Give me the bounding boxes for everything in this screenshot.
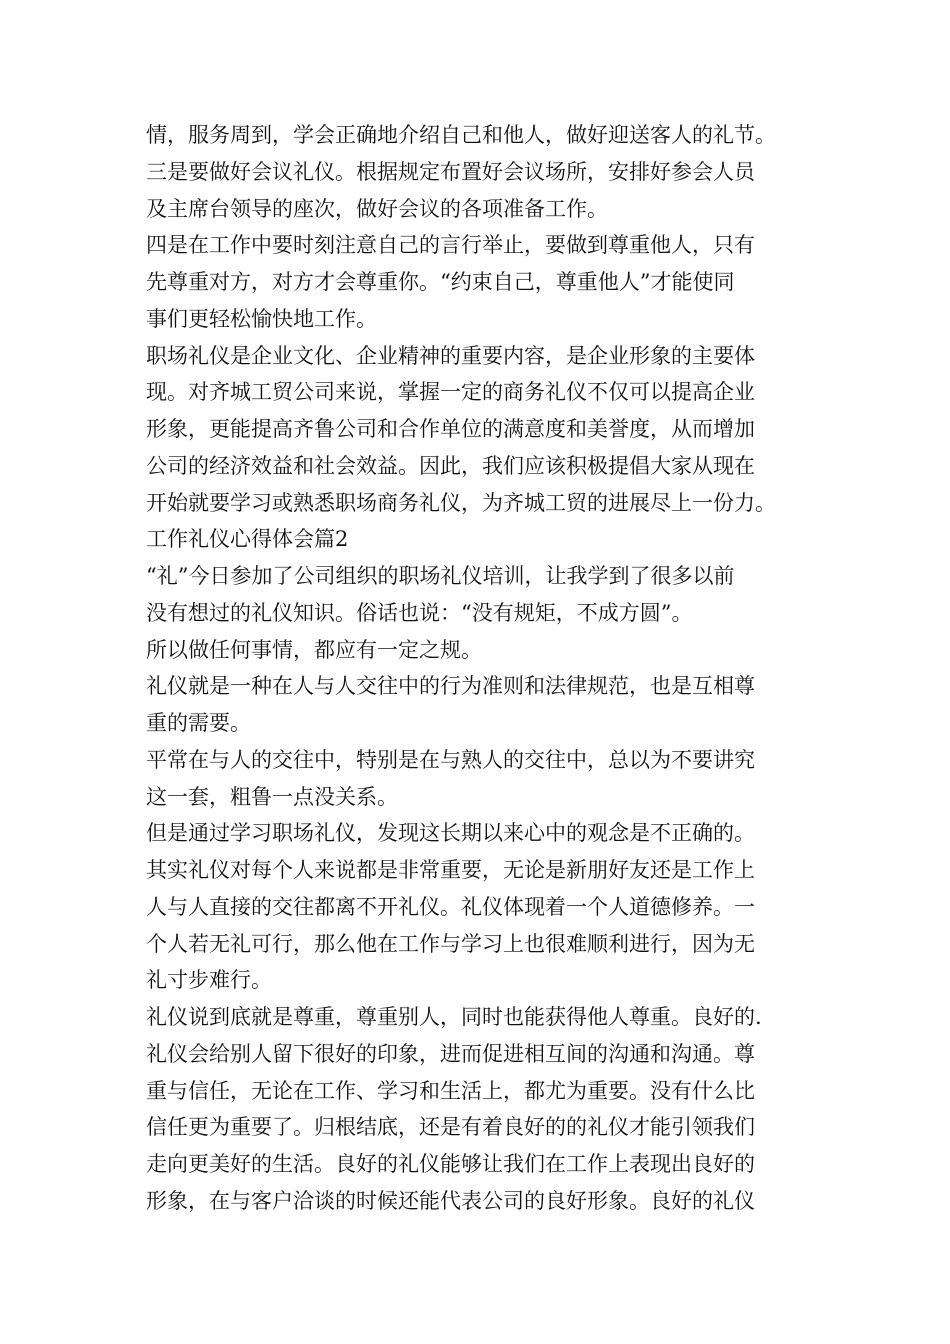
text-line: 开始就要学习或熟悉职场商务礼仪，为齐城工贸的进展尽上一份力。 (146, 490, 776, 515)
text-line: 礼仪说到底就是尊重，尊重别人，同时也能获得他人尊重。良好的. (146, 1005, 762, 1029)
text-line: 形象，在与客户洽谈的时候还能代表公司的良好形象。良好的礼仪 (146, 1188, 755, 1213)
text-line: 走向更美好的生活。良好的礼仪能够让我们在工作上表现出良好的 (146, 1152, 755, 1176)
text-line: 其实礼仪对每个人来说都是非常重要，无论是新朋好友还是工作上 (146, 858, 755, 882)
text-line: 公司的经济效益和社会效益。因此，我们应该积极提倡大家从现在 (146, 453, 755, 478)
text-line: 这一套，粗鲁一点没关系。 (146, 784, 398, 809)
text-line: 事们更轻松愉快地工作。 (146, 306, 377, 331)
text-line: 礼仪会给别人留下很好的印象，进而促进相互间的沟通和沟通。尊 (146, 1041, 755, 1066)
text-line: 四是在工作中要时刻注意自己的言行举止，要做到尊重他人，只有 (146, 233, 755, 258)
text-line: 个人若无礼可行，那么他在工作与学习上也很难顺利进行，因为无 (146, 931, 755, 956)
text-line: 但是通过学习职场礼仪，发现这长期以来心中的观念是不正确的。 (146, 821, 755, 846)
text-line: 重与信任，无论在工作、学习和生活上，都尤为重要。没有什么比 (146, 1078, 755, 1103)
text-line: 职场礼仪是企业文化、企业精神的重要内容，是企业形象的主要体 (146, 343, 755, 368)
text-line: 没有想过的礼仪知识。俗话也说：“没有规矩，不成方圆”。 (146, 600, 693, 625)
text-line: 及主席台领导的座次，做好会议的各项准备工作。 (146, 196, 608, 221)
text-line: 三是要做好会议礼仪。根据规定布置好会议场所，安排好参会人员 (146, 159, 755, 184)
text-line: 现。对齐城工贸公司来说，掌握一定的商务礼仪不仅可以提高企业 (146, 380, 755, 405)
text-line: “礼”今日参加了公司组织的职场礼仪培训，让我学到了很多以前 (146, 564, 735, 588)
text-line: 形象，更能提高齐鲁公司和合作单位的满意度和美誉度，从而增加 (146, 417, 755, 441)
section-heading: 工作礼仪心得体会篇2 (146, 527, 349, 552)
text-line: 信任更为重要了。归根结底，还是有着良好的的礼仪才能引领我们 (146, 1115, 755, 1140)
text-line: 礼仪就是一种在人与人交往中的行为准则和法律规范，也是互相尊 (146, 674, 755, 699)
text-line: 情，服务周到，学会正确地介绍自己和他人，做好迎送客人的礼节。 (146, 123, 776, 147)
text-line: 礼寸步难行。 (146, 968, 272, 993)
text-line: 人与人直接的交往都离不开礼仪。礼仪体现着一个人道德修养。一 (146, 894, 755, 919)
document-body (146, 117, 812, 1220)
text-line: 重的需要。 (146, 711, 251, 735)
text-line: 平常在与人的交往中，特别是在与熟人的交往中，总以为不要讲究 (146, 747, 755, 772)
text-line: 所以做任何事情，都应有一定之规。 (146, 637, 482, 662)
text-line: 先尊重对方，对方才会尊重你。“约束自己，尊重他人”才能使同 (146, 270, 735, 294)
